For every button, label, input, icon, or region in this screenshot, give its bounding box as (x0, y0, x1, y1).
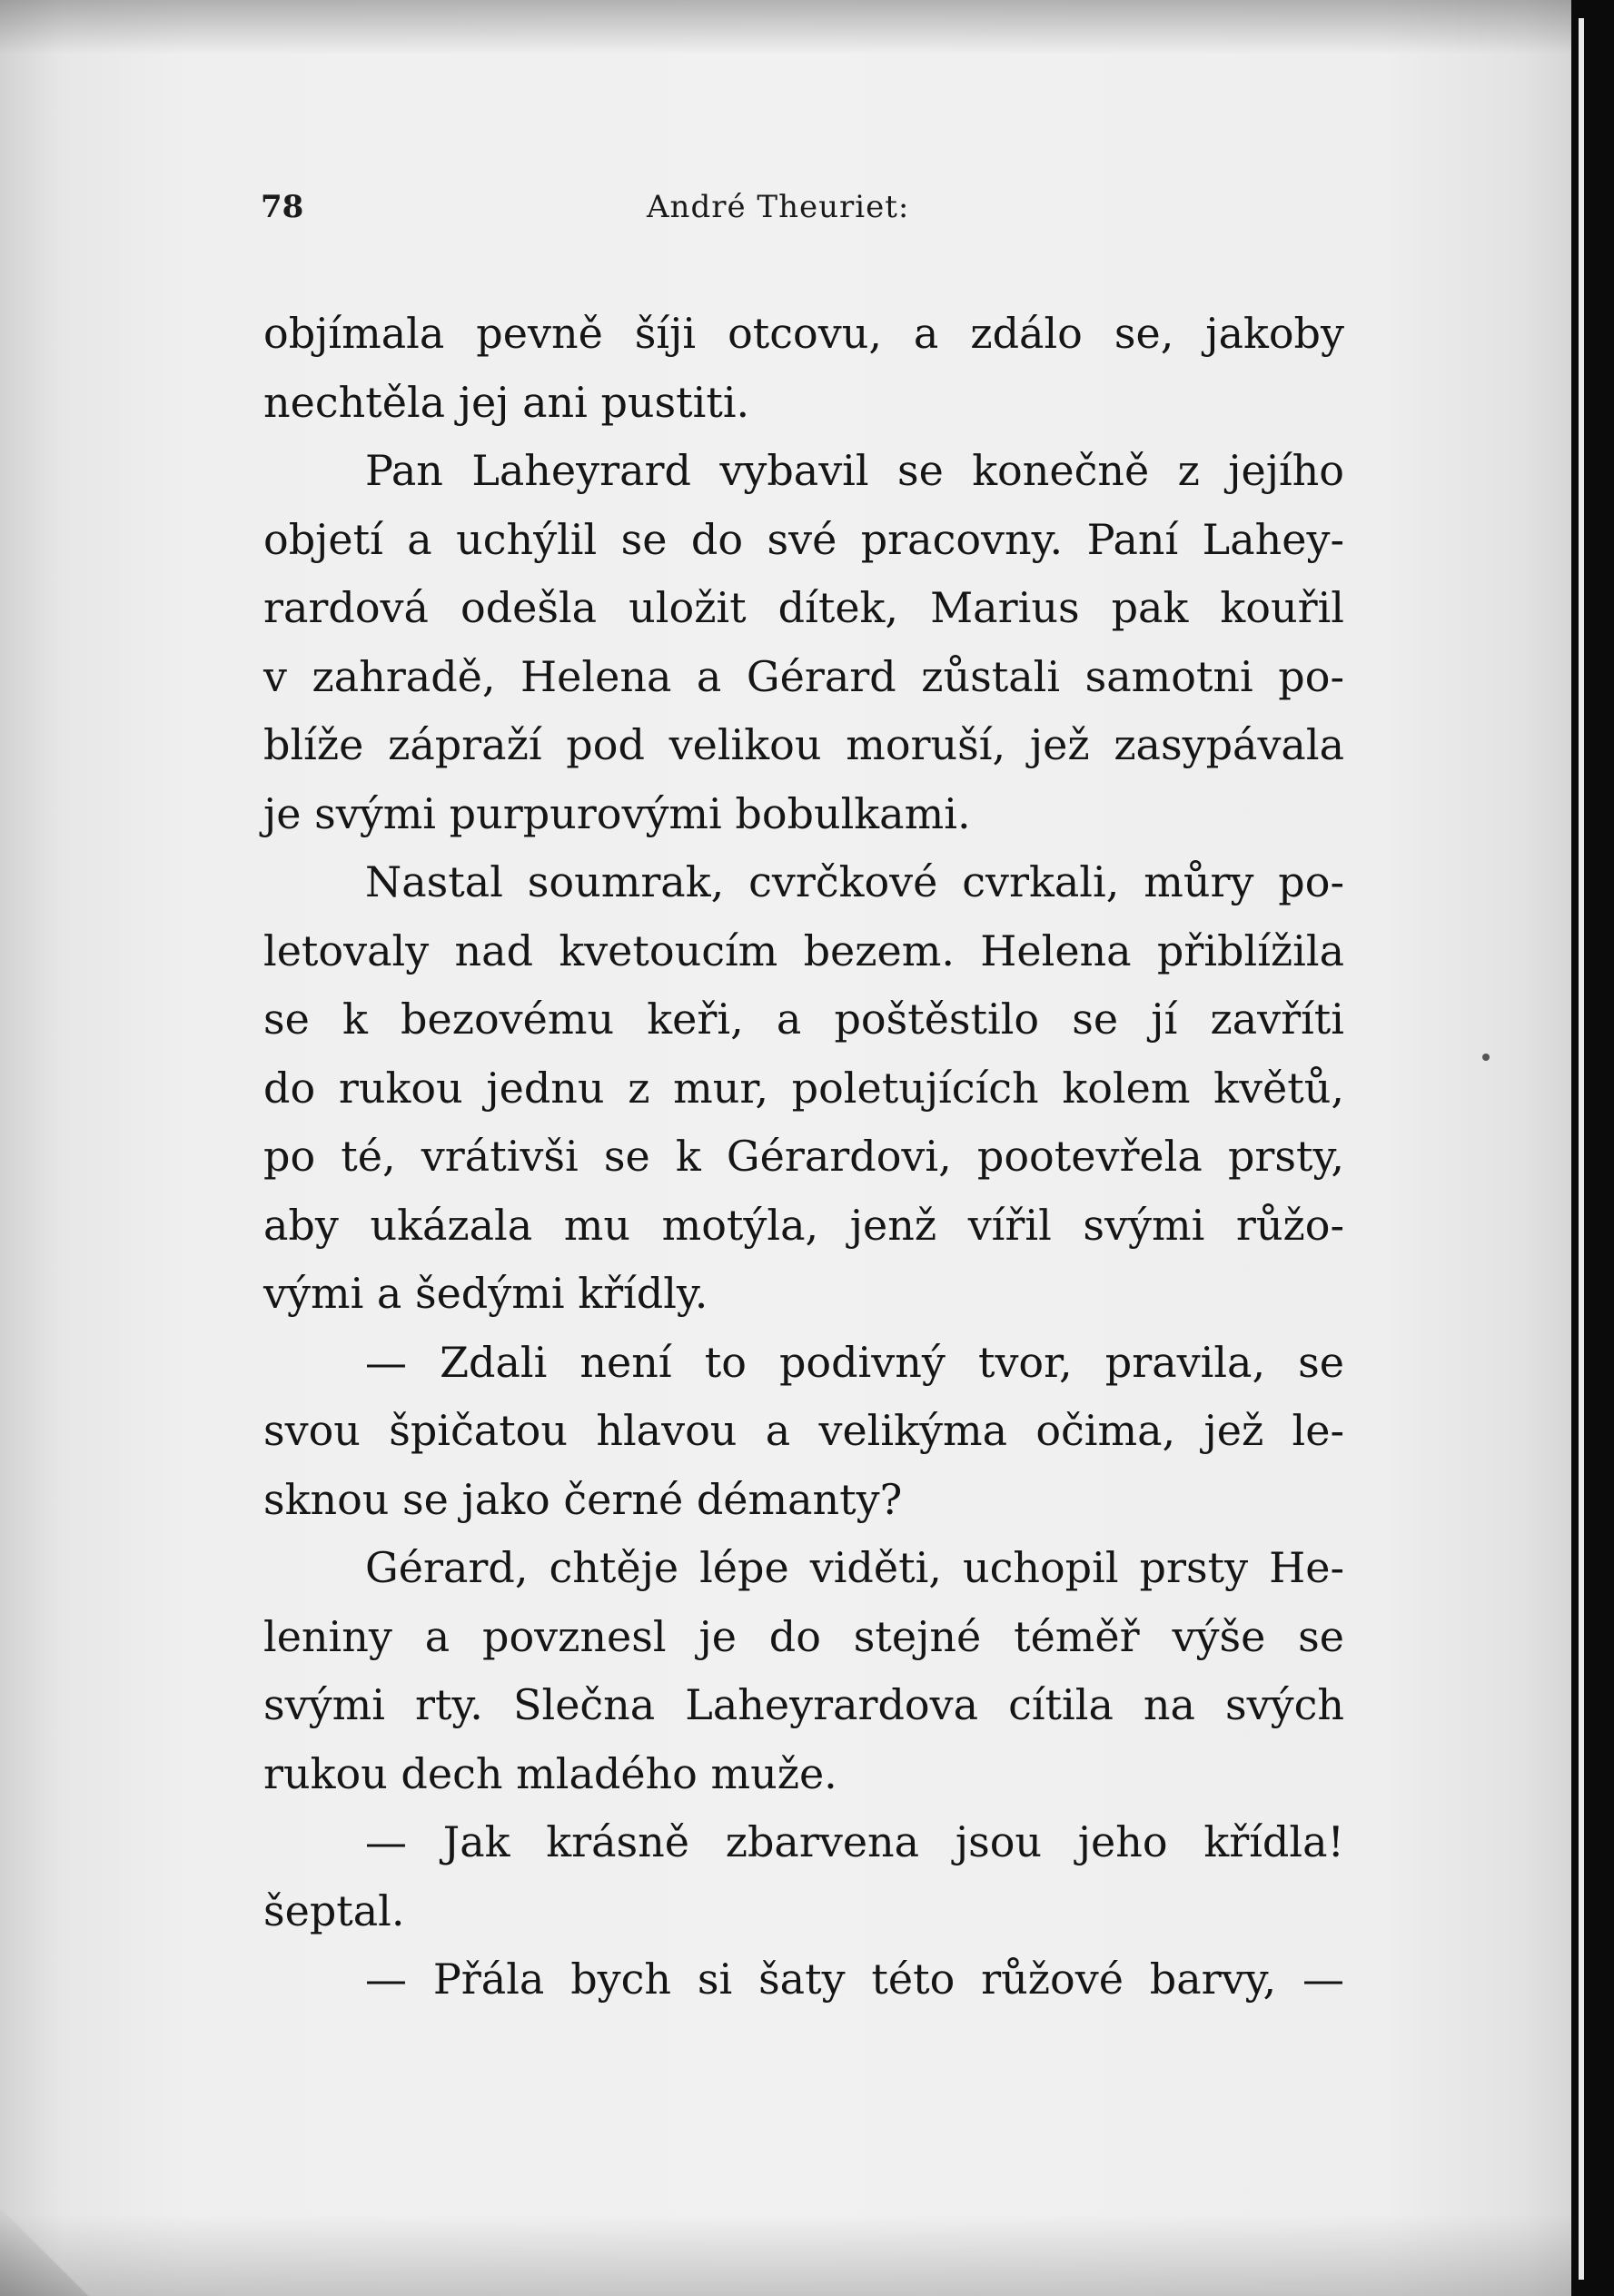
paragraph (263, 1808, 1344, 1945)
text-line: svou špičatou hlavou a velikýma očima, jež le- (263, 1406, 1344, 1455)
page-header (0, 189, 1571, 243)
text-line: — Jak krásně zbarvena jsou jeho křídla! (365, 1817, 1344, 1866)
text-line: — Přála bych si šaty této růžové barvy, — (365, 1955, 1344, 2004)
text-line: se k bezovému keři, a poštěstilo se jí zavříti (263, 995, 1344, 1044)
text-line: v zahradě, Helena a Gérard zůstali samotni po- (263, 651, 1344, 701)
running-head: André Theuriet: (647, 189, 910, 225)
text-line: Nastal soumrak, cvrčkové cvrkali, můry po- (365, 857, 1344, 906)
paper-speck (1482, 1054, 1490, 1061)
text-line: objetí a uchýlil se do své pracovny. Paní Lahey- (263, 514, 1344, 564)
body-text (263, 300, 1344, 2014)
text-line: po té, vrátivši se k Gérardovi, pootevřela prsty, (263, 1132, 1344, 1181)
text-line: je svými purpurovými bobulkami. (263, 788, 971, 838)
text-line: rukou dech mladého muže. (263, 1748, 837, 1798)
text-line: letovaly nad kvetoucím bezem. Helena přiblížila (263, 925, 1344, 975)
text-line: objímala pevně šíji otcovu, a zdálo se, jakoby (263, 309, 1344, 358)
text-line: — Zdali není to podivný tvor, pravila, se (365, 1337, 1344, 1387)
text-line: Pan Laheyrard vybavil se konečně z jejího (365, 446, 1344, 495)
page-corner-fold (0, 2187, 109, 2296)
paragraph (263, 300, 1344, 437)
text-line: šeptal. (263, 1885, 405, 1935)
text-line: vými a šedými křídly. (263, 1269, 708, 1318)
text-line: svými rty. Slečna Laheyrardova cítila na svých (263, 1680, 1344, 1729)
paragraph (263, 848, 1344, 1329)
text-line: nechtěla jej ani pustiti. (263, 377, 750, 427)
text-line: Gérard, chtěje lépe viděti, uchopil prsty He- (365, 1543, 1344, 1592)
next-page-edge (1579, 18, 1584, 2280)
text-line: rardová odešla uložit dítek, Marius pak kouřil (263, 583, 1344, 632)
paragraph (263, 1329, 1344, 1535)
text-line: aby ukázala mu motýla, jenž vířil svými růžo- (263, 1200, 1344, 1250)
page-number: 78 (261, 189, 304, 225)
text-line: do rukou jednu z mur, poletujících kolem květů, (263, 1063, 1344, 1113)
paragraph (263, 1534, 1344, 1808)
text-line: blíže zápraží pod velikou moruší, jež zasypávala (263, 720, 1344, 769)
paragraph (263, 1945, 1344, 2014)
paragraph (263, 437, 1344, 848)
text-line: sknou se jako černé démanty? (263, 1474, 903, 1524)
text-line: leniny a povznesl je do stejné téměř výše se (263, 1611, 1344, 1661)
